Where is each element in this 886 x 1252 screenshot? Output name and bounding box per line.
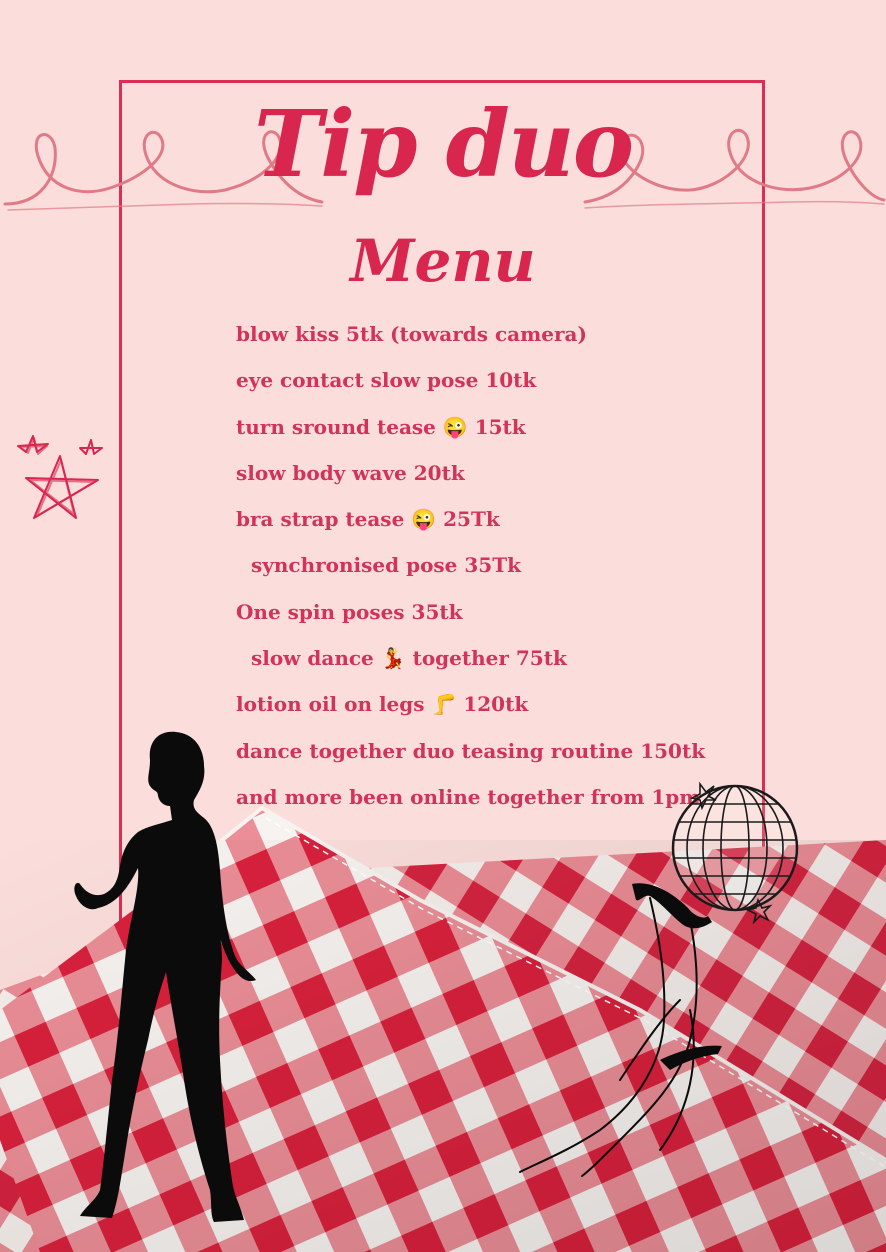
menu-item: slow dance 💃 together 75tk: [251, 646, 567, 671]
menu-item: blow kiss 5tk (towards camera): [236, 322, 587, 346]
menu-item: bra strap tease 😜 25Tk: [236, 507, 500, 532]
menu-item: slow body wave 20tk: [236, 460, 465, 485]
menu-item: lotion oil on legs 🦵 120tk: [236, 692, 529, 717]
menu-item: dance together duo teasing routine 150tk: [236, 738, 706, 763]
menu-title: Tip duo: [253, 90, 633, 198]
menu-item: One spin poses 35tk: [236, 599, 463, 624]
menu-item: synchronised pose 35Tk: [251, 553, 521, 578]
menu-item: and more been online together from 1pm: [236, 784, 701, 809]
menu-subtitle: Menu: [350, 227, 536, 295]
menu-item: turn sround tease 😜 15tk: [236, 414, 526, 439]
menu-item: eye contact slow pose 10tk: [236, 368, 537, 393]
